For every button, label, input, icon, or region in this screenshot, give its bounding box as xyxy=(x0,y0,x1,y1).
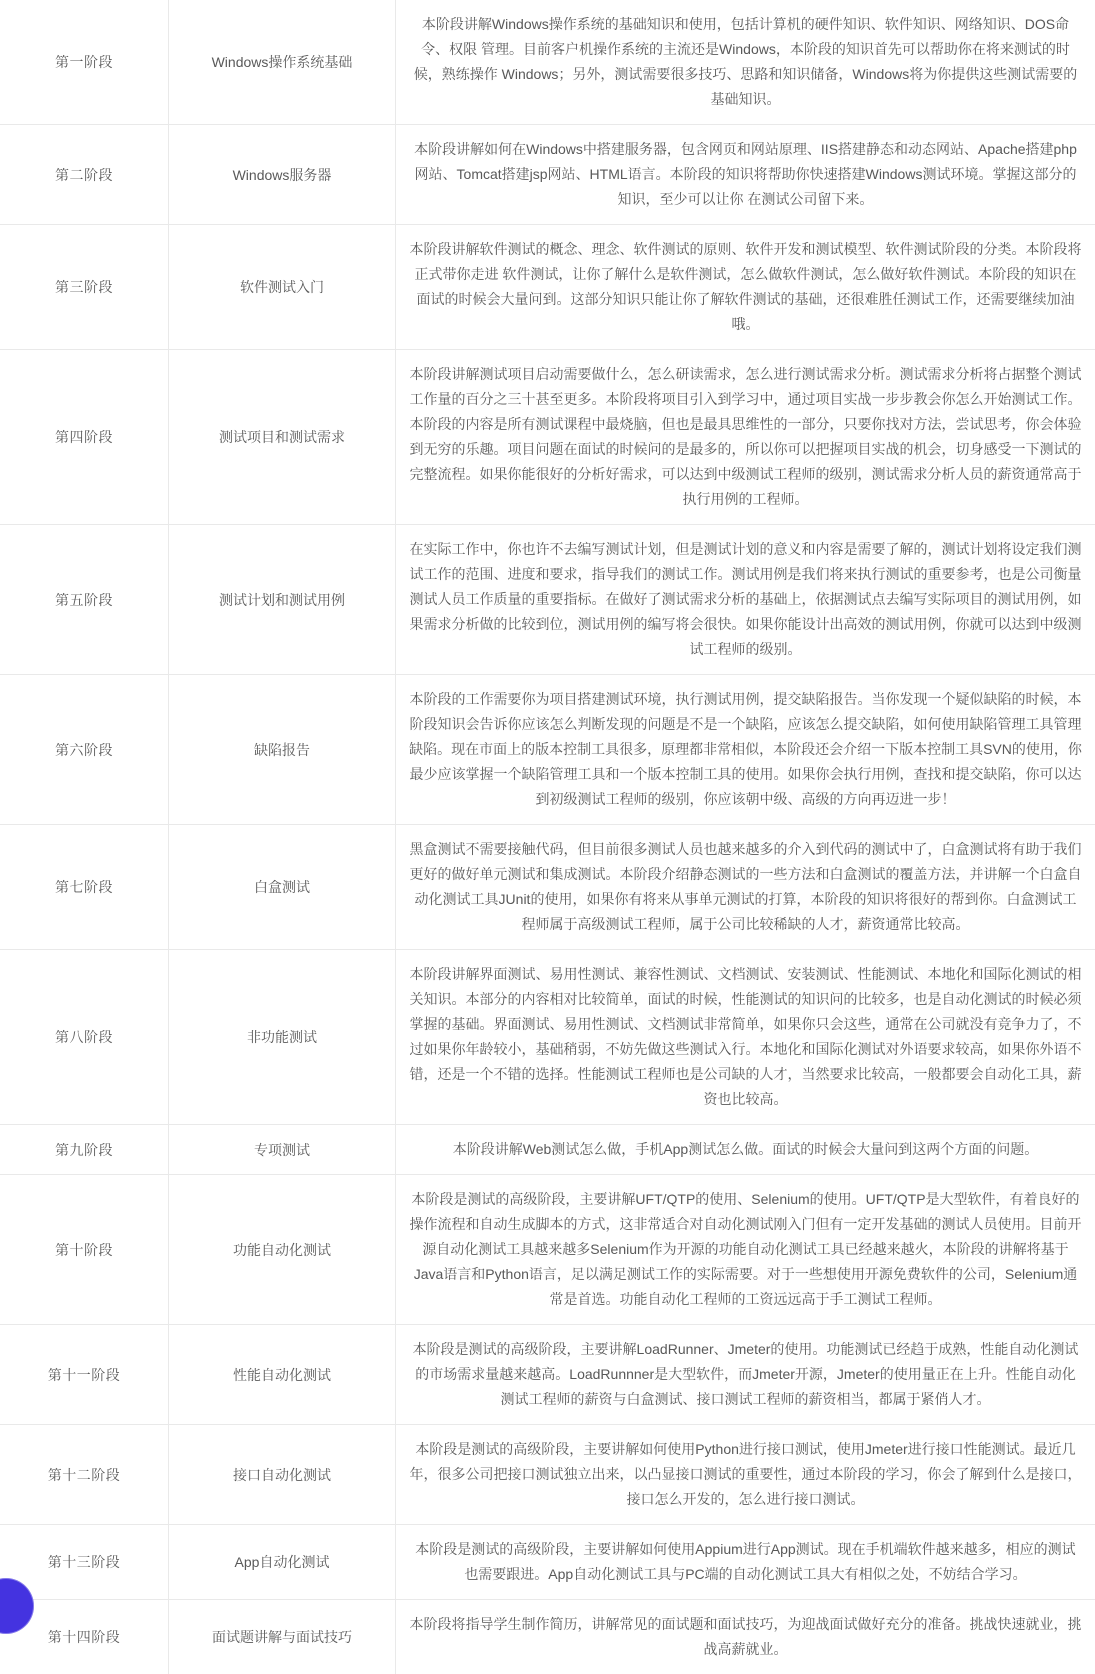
table-row xyxy=(0,1125,1095,1175)
description-cell: 本阶段是测试的高级阶段，主要讲解LoadRunner、Jmeter的使用。功能测试已经趋于成熟，性能自动化测试的市场需求量越来越高。LoadRunnner是大型软件，而Jmeter开源，Jmeter的使用量正在上升。性能自动化测试工程师的薪资与白盒测试、接口测试工程师的薪资相当，都属于紧俏人才。 xyxy=(396,1325,1095,1425)
topic-cell: 测试项目和测试需求 xyxy=(169,350,396,525)
topic-cell: 接口自动化测试 xyxy=(169,1425,396,1525)
topic-cell: 白盒测试 xyxy=(169,825,396,950)
table-row xyxy=(0,825,1095,950)
topic-cell: 功能自动化测试 xyxy=(169,1175,396,1325)
description-cell: 本阶段将指导学生制作简历，讲解常见的面试题和面试技巧，为迎战面试做好充分的准备。挑战快速就业，挑战高薪就业。 xyxy=(396,1600,1095,1674)
stage-cell: 第十一阶段 xyxy=(0,1325,169,1425)
table-row xyxy=(0,675,1095,825)
stage-cell: 第八阶段 xyxy=(0,950,169,1125)
stage-cell: 第十三阶段 xyxy=(0,1525,169,1600)
table-row xyxy=(0,950,1095,1125)
topic-cell: App自动化测试 xyxy=(169,1525,396,1600)
description-cell: 本阶段讲解Web测试怎么做，手机App测试怎么做。面试的时候会大量问到这两个方面的问题。 xyxy=(396,1125,1095,1175)
description-cell: 本阶段是测试的高级阶段，主要讲解如何使用Python进行接口测试，使用Jmeter进行接口性能测试。最近几年，很多公司把接口测试独立出来，以凸显接口测试的重要性，通过本阶段的学习，你会了解到什么是接口，接口怎么开发的，怎么进行接口测试。 xyxy=(396,1425,1095,1525)
stage-cell: 第十四阶段 xyxy=(0,1600,169,1674)
stage-cell: 第三阶段 xyxy=(0,225,169,350)
description-cell: 本阶段讲解界面测试、易用性测试、兼容性测试、文档测试、安装测试、性能测试、本地化和国际化测试的相关知识。本部分的内容相对比较简单，面试的时候，性能测试的知识问的比较多，也是自动化测试的时候必须掌握的基础。界面测试、易用性测试、文档测试非常简单，如果你只会这些，通常在公司就没有竞争力了，不过如果你年龄较小，基础稍弱，不妨先做这些测试入行。本地化和国际化测试对外语要求较高，如果你外语不错，还是一个不错的选择。性能测试工程师也是公司缺的人才，当然要求比较高，一般都要会自动化工具，薪资也比较高。 xyxy=(396,950,1095,1125)
topic-cell: 非功能测试 xyxy=(169,950,396,1125)
stage-cell: 第一阶段 xyxy=(0,0,169,125)
topic-cell: 面试题讲解与面试技巧 xyxy=(169,1600,396,1674)
table-row xyxy=(0,525,1095,675)
topic-cell: 缺陷报告 xyxy=(169,675,396,825)
description-cell: 本阶段是测试的高级阶段，主要讲解UFT/QTP的使用、Selenium的使用。UFT/QTP是大型软件，有着良好的操作流程和自动生成脚本的方式，这非常适合对自动化测试刚入门但有一定开发基础的测试人员使用。目前开源自动化测试工具越来越多Selenium作为开源的功能自动化测试工具已经越来越火，本阶段的讲解将基于Java语言和Python语言，足以满足测试工作的实际需要。对于一些想使用开源免费软件的公司，Selenium通常是首选。功能自动化工程师的工资远远高于手工测试工程师。 xyxy=(396,1175,1095,1325)
table-row xyxy=(0,125,1095,225)
stage-cell: 第十阶段 xyxy=(0,1175,169,1325)
topic-cell: 测试计划和测试用例 xyxy=(169,525,396,675)
topic-cell: Windows服务器 xyxy=(169,125,396,225)
stage-cell: 第四阶段 xyxy=(0,350,169,525)
description-cell: 本阶段讲解测试项目启动需要做什么，怎么研读需求，怎么进行测试需求分析。测试需求分析将占据整个测试工作量的百分之三十甚至更多。本阶段将项目引入到学习中，通过项目实战一步步教会你怎么开始测试工作。本阶段的内容是所有测试课程中最烧脑，但也是最具思维性的一部分，只要你找对方法，尝试思考，你会体验到无穷的乐趣。项目问题在面试的时候问的是最多的，所以你可以把握项目实战的机会，切身感受一下测试的完整流程。如果你能很好的分析好需求，可以达到中级测试工程师的级别，测试需求分析人员的薪资通常高于执行用例的工程师。 xyxy=(396,350,1095,525)
table-row xyxy=(0,1600,1095,1674)
table-row xyxy=(0,1175,1095,1325)
table-row xyxy=(0,1425,1095,1525)
table-row xyxy=(0,225,1095,350)
stage-cell: 第七阶段 xyxy=(0,825,169,950)
table-row xyxy=(0,0,1095,125)
stage-cell: 第九阶段 xyxy=(0,1125,169,1175)
description-cell: 在实际工作中，你也许不去编写测试计划，但是测试计划的意义和内容是需要了解的，测试计划将设定我们测试工作的范围、进度和要求，指导我们的测试工作。测试用例是我们将来执行测试的重要参考，也是公司衡量测试人员工作质量的重要指标。在做好了测试需求分析的基础上，依据测试点去编写实际项目的测试用例，如果需求分析做的比较到位，测试用例的编写将会很快。如果你能设计出高效的测试用例，你就可以达到中级测试工程师的级别。 xyxy=(396,525,1095,675)
topic-cell: 性能自动化测试 xyxy=(169,1325,396,1425)
stage-cell: 第六阶段 xyxy=(0,675,169,825)
table-row xyxy=(0,350,1095,525)
topic-cell: 软件测试入门 xyxy=(169,225,396,350)
stage-cell: 第五阶段 xyxy=(0,525,169,675)
table-row xyxy=(0,1525,1095,1600)
description-cell: 本阶段讲解如何在Windows中搭建服务器，包含网页和网站原理、IIS搭建静态和动态网站、Apache搭建php网站、Tomcat搭建jsp网站、HTML语言。本阶段的知识将帮助你快速搭建Windows测试环境。掌握这部分的知识，至少可以让你 在测试公司留下来。 xyxy=(396,125,1095,225)
table-row xyxy=(0,1325,1095,1425)
description-cell: 本阶段的工作需要你为项目搭建测试环境，执行测试用例，提交缺陷报告。当你发现一个疑似缺陷的时候，本阶段知识会告诉你应该怎么判断发现的问题是不是一个缺陷，应该怎么提交缺陷，如何使用缺陷管理工具管理缺陷。现在市面上的版本控制工具很多，原理都非常相似，本阶段还会介绍一下版本控制工具SVN的使用，你最少应该掌握一个缺陷管理工具和一个版本控制工具的使用。如果你会执行用例，查找和提交缺陷，你可以达到初级测试工程师的级别，你应该朝中级、高级的方向再迈进一步！ xyxy=(396,675,1095,825)
description-cell: 本阶段是测试的高级阶段，主要讲解如何使用Appium进行App测试。现在手机端软件越来越多，相应的测试也需要跟进。App自动化测试工具与PC端的自动化测试工具大有相似之处，不妨结合学习。 xyxy=(396,1525,1095,1600)
topic-cell: 专项测试 xyxy=(169,1125,396,1175)
description-cell: 本阶段讲解软件测试的概念、理念、软件测试的原则、软件开发和测试模型、软件测试阶段的分类。本阶段将正式带你走进 软件测试，让你了解什么是软件测试，怎么做软件测试，怎么做好软件测试。本阶段的知识在面试的时候会大量问到。这部分知识只能让你了解软件测试的基础，还很难胜任测试工作，还需要继续加油哦。 xyxy=(396,225,1095,350)
topic-cell: Windows操作系统基础 xyxy=(169,0,396,125)
stage-cell: 第十二阶段 xyxy=(0,1425,169,1525)
description-cell: 本阶段讲解Windows操作系统的基础知识和使用，包括计算机的硬件知识、软件知识、网络知识、DOS命令、权限 管理。目前客户机操作系统的主流还是Windows，本阶段的知识首先可以帮助你在将来测试的时候，熟练操作 Windows；另外，测试需要很多技巧、思路和知识储备，Windows将为你提供这些测试需要的基础知识。 xyxy=(396,0,1095,125)
stage-cell: 第二阶段 xyxy=(0,125,169,225)
description-cell: 黑盒测试不需要接触代码，但目前很多测试人员也越来越多的介入到代码的测试中了，白盒测试将有助于我们更好的做好单元测试和集成测试。本阶段介绍静态测试的一些方法和白盒测试的覆盖方法，并讲解一个白盒自动化测试工具JUnit的使用，如果你有将来从事单元测试的打算，本阶段的知识将很好的帮到你。白盒测试工程师属于高级测试工程师，属于公司比较稀缺的人才，薪资通常比较高。 xyxy=(396,825,1095,950)
